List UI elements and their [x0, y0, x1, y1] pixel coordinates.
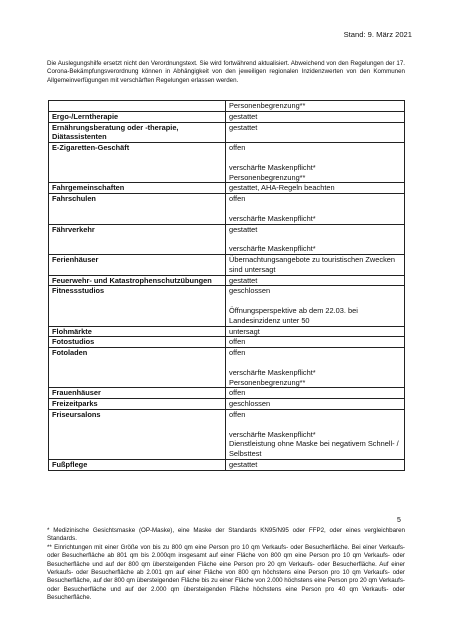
- regulation-cell: [226, 224, 405, 254]
- regulations-table: [48, 100, 405, 471]
- regulation-line: Personenbegrenzung**: [229, 377, 306, 387]
- regulation-cell: [226, 337, 405, 348]
- regulation-line: geschlossen: [229, 286, 271, 296]
- regulation-cell: [226, 409, 405, 459]
- facility-name-cell: Freizeitparks: [49, 399, 226, 410]
- table-row: [49, 254, 405, 275]
- footnote-person-limit: ** Einrichtungen mit einer Größe von bis zu 800 qm eine Person pro 10 qm Verkaufs- oder Besucherfläche. Bei einer Verkaufs- oder Besucherfläche ab 801 qm bis 2.000qm insgesamt auf einer Fläche von 800 qm eine Person pro 10 qm Verkaufs- oder Besucherfläche und auf der 800 qm übersteigenden Fläche eine Person pro 20 qm Verkaufs- oder Besucherfläche. Auf einer Verkaufs- oder Besucherfläche ab 2.001 qm auf einer Fläche von 800 qm höchstens eine Person pro 10 qm Verkaufs- oder Besucherfläche, auf der 800 qm übersteigenden Fläche bis zu einer Fläche von 2.000 höchstens eine Person pro 20 qm Verkaufs- oder Besucherfläche und auf der 2.000 qm übersteigenden Fläche höchstens eine Person pro 40 qm Verkaufs- oder Besucherfläche.: [47, 543, 405, 602]
- facility-name-cell: Frauenhäuser: [49, 388, 226, 399]
- line-gap: [229, 153, 401, 163]
- facility-name-cell: Ergo-/Lerntherapie: [49, 111, 226, 122]
- facility-name-cell: Fotostudios: [49, 337, 226, 348]
- table-row: [49, 388, 405, 399]
- line-gap: [229, 296, 401, 306]
- regulations-table-body: [49, 101, 405, 471]
- regulation-line: offen: [229, 337, 246, 347]
- regulation-line: gestattet, AHA-Regeln beachten: [229, 183, 335, 193]
- table-row: [49, 337, 405, 348]
- regulation-cell: [226, 399, 405, 410]
- regulation-line: gestattet: [229, 111, 258, 121]
- regulation-line: offen: [229, 409, 246, 419]
- line-gap: [229, 234, 401, 244]
- facility-name-cell: Fußpflege: [49, 459, 226, 470]
- table-row: [49, 459, 405, 470]
- regulation-cell: [226, 286, 405, 326]
- line-gap: [229, 204, 401, 214]
- regulation-cell: [226, 254, 405, 275]
- regulation-line: verschärfte Maskenpflicht*: [229, 367, 316, 377]
- regulation-cell: [226, 111, 405, 122]
- facility-name-cell: [49, 101, 226, 112]
- page-number: 5: [397, 517, 401, 524]
- facility-name-cell: Ferienhäuser: [49, 254, 226, 275]
- line-gap: [229, 420, 401, 430]
- facility-name-cell: Friseursalons: [49, 409, 226, 459]
- regulation-cell: [226, 194, 405, 224]
- regulation-line: untersagt: [229, 326, 260, 336]
- regulation-cell: [226, 143, 405, 183]
- facility-name-cell: Feuerwehr- und Katastrophenschutzübungen: [49, 275, 226, 286]
- regulation-cell: [226, 275, 405, 286]
- table-row: [49, 122, 405, 143]
- regulation-cell: [226, 459, 405, 470]
- table-row: [49, 183, 405, 194]
- table-row: [49, 326, 405, 337]
- table-row: [49, 194, 405, 224]
- regulation-line: verschärfte Maskenpflicht*: [229, 213, 316, 223]
- table-row: [49, 111, 405, 122]
- regulation-line: offen: [229, 388, 246, 398]
- table-row: [49, 286, 405, 326]
- facility-name-cell: Fährverkehr: [49, 224, 226, 254]
- footnotes: [47, 527, 405, 603]
- regulation-cell: [226, 101, 405, 112]
- table-row: [49, 224, 405, 254]
- regulation-cell: [226, 348, 405, 388]
- date-stamp: Stand: 9. März 2021: [343, 30, 412, 39]
- facility-name-cell: Ernährungsberatung oder -therapie, Diätassistenten: [49, 122, 226, 143]
- table-row: [49, 275, 405, 286]
- regulation-line: gestattet: [229, 459, 258, 469]
- regulation-line: verschärfte Maskenpflicht*: [229, 429, 316, 439]
- regulation-line: Personenbegrenzung**: [229, 172, 306, 182]
- table-row: [49, 101, 405, 112]
- regulation-line: Öffnungsperspektive ab dem 22.03. bei Landesinzidenz unter 50: [229, 305, 358, 325]
- line-gap: [229, 358, 401, 368]
- facility-name-cell: Fitnessstudios: [49, 286, 226, 326]
- facility-name-cell: Fahrgemeinschaften: [49, 183, 226, 194]
- table-row: [49, 409, 405, 459]
- table-row: [49, 143, 405, 183]
- regulation-line: gestattet: [229, 275, 258, 285]
- regulation-line: gestattet: [229, 122, 258, 132]
- regulation-cell: [226, 326, 405, 337]
- facility-name-cell: E-Zigaretten-Geschäft: [49, 143, 226, 183]
- regulation-cell: [226, 388, 405, 399]
- regulation-cell: [226, 183, 405, 194]
- regulation-line: offen: [229, 194, 246, 204]
- regulation-line: offen: [229, 143, 246, 153]
- regulation-line: verschärfte Maskenpflicht*: [229, 244, 316, 254]
- regulation-line: verschärfte Maskenpflicht*: [229, 162, 316, 172]
- regulation-line: geschlossen: [229, 399, 271, 409]
- regulation-line: Dienstleistung ohne Maske bei negativem Schnell- / Selbsttest: [229, 439, 399, 459]
- table-row: [49, 399, 405, 410]
- facility-name-cell: Fotoladen: [49, 348, 226, 388]
- facility-name-cell: Flohmärkte: [49, 326, 226, 337]
- footnote-mask: * Medizinische Gesichtsmaske (OP-Maske), eine Maske der Standards KN95/N95 oder FFP2, oder eines vergleichbaren Standards.: [47, 527, 405, 543]
- regulation-line: offen: [229, 348, 246, 358]
- table-row: [49, 348, 405, 388]
- regulation-cell: [226, 122, 405, 143]
- regulation-line: Übernachtungsangebote zu touristischen Zwecken sind untersagt: [229, 254, 395, 274]
- regulation-line: Personenbegrenzung**: [229, 101, 306, 110]
- facility-name-cell: Fahrschulen: [49, 194, 226, 224]
- intro-paragraph: Die Auslegungshilfe ersetzt nicht den Verordnungstext. Sie wird fortwährend aktualisiert. Abweichend von den Regelungen der 17. Corona-Bekämpfungsverordnung können in Abhängigkeit von den jeweiligen regionalen Inzidenzwerten von den Kommunen Allgemeinverfügungen mit verschärften Regelungen erlassen werden.: [47, 60, 405, 84]
- regulation-line: gestattet: [229, 224, 258, 234]
